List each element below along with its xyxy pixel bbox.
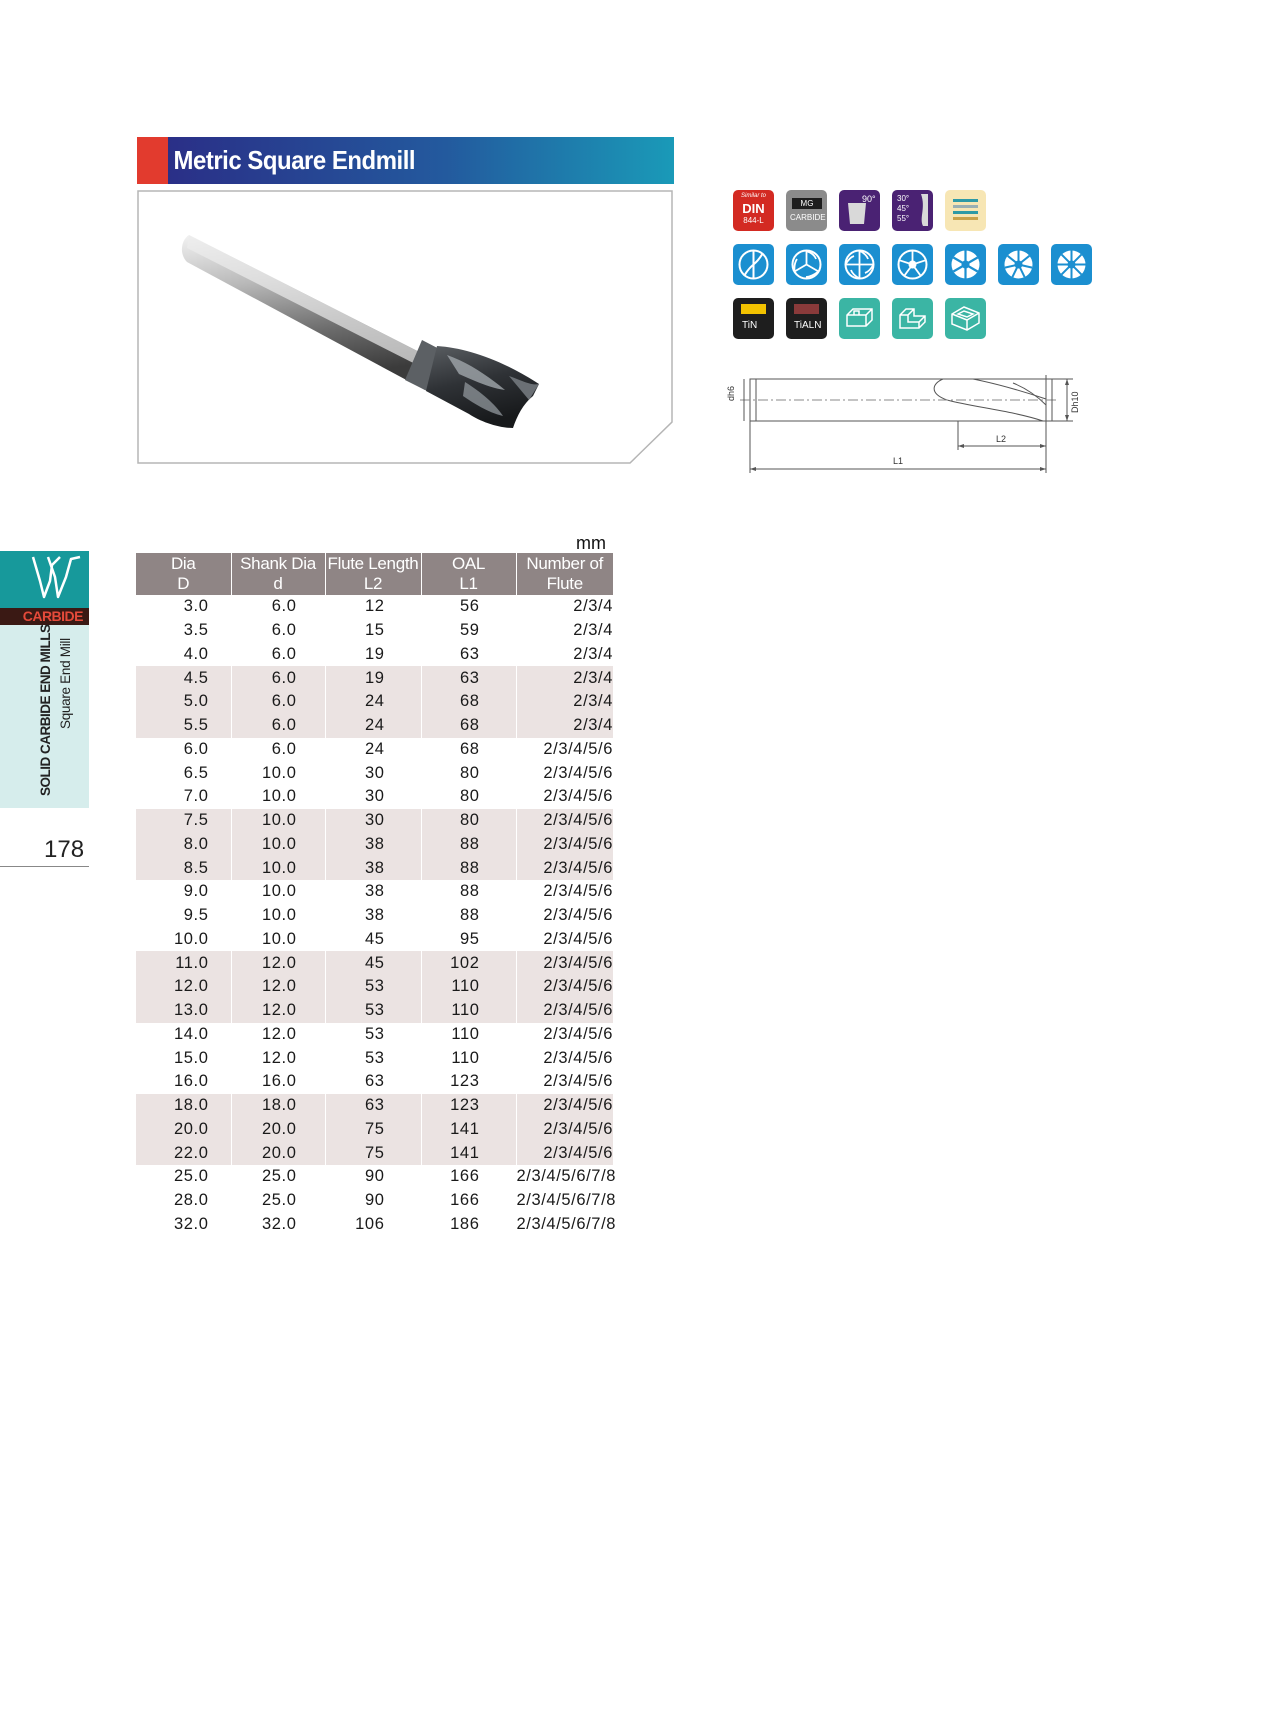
table-cell: 38 xyxy=(325,833,421,857)
table-cell: 88 xyxy=(421,833,516,857)
shank-dia-label: dh6 xyxy=(726,385,736,401)
table-cell: 2/3/4 xyxy=(516,690,613,714)
table-cell: 2/3/4 xyxy=(516,714,613,738)
6-flute-icon xyxy=(945,244,986,285)
table-row xyxy=(136,1023,613,1047)
table-cell: 2/3/4/5/6 xyxy=(543,1024,613,1043)
table-row xyxy=(136,809,613,833)
table-cell: 2/3/4/5/6 xyxy=(543,882,613,901)
table-cell: 10.0 xyxy=(231,880,325,904)
table-cell: 166 xyxy=(421,1165,516,1189)
section-title: SOLID CARBIDE END MILLS xyxy=(38,624,53,796)
table-cell: 45 xyxy=(325,951,421,975)
table-cell: 24 xyxy=(325,738,421,762)
table-cell: 186 xyxy=(421,1213,516,1237)
table-cell: 13.0 xyxy=(136,999,231,1023)
table-cell: 12.0 xyxy=(231,951,325,975)
table-cell: 110 xyxy=(421,999,516,1023)
table-cell: 110 xyxy=(421,1023,516,1047)
table-cell: 63 xyxy=(421,666,516,690)
table-cell: 2/3/4/5/6 xyxy=(543,1048,613,1067)
table-row xyxy=(136,904,613,928)
col-oal-header: OAL L1 xyxy=(421,553,516,595)
slotting-icon xyxy=(839,298,880,339)
table-cell: 75 xyxy=(325,1118,421,1142)
table-cell: 110 xyxy=(421,1046,516,1070)
table-cell: 25.0 xyxy=(231,1165,325,1189)
dimension-diagram xyxy=(713,355,1133,475)
table-cell: 6.0 xyxy=(231,738,325,762)
table-cell: 2/3/4/5/6 xyxy=(543,787,613,806)
table-row xyxy=(136,1141,613,1165)
section-subtitle: Square End Mill xyxy=(58,638,73,729)
table-cell: 63 xyxy=(421,643,516,667)
table-cell: 2/3/4/5/6 xyxy=(516,856,613,880)
table-cell: 16.0 xyxy=(231,1070,325,1094)
table-cell: 63 xyxy=(325,1070,421,1094)
table-cell: 2/3/4/5/6 xyxy=(543,929,613,948)
table-cell: 3.5 xyxy=(136,619,231,643)
table-cell: 2/3/4/5/6 xyxy=(516,999,613,1023)
table-cell: 28.0 xyxy=(136,1189,231,1213)
table-cell: 68 xyxy=(421,714,516,738)
table-cell: 53 xyxy=(325,1046,421,1070)
table-cell: 53 xyxy=(325,999,421,1023)
table-cell: 166 xyxy=(421,1189,516,1213)
table-cell: 2/3/4 xyxy=(516,666,613,690)
table-cell: 95 xyxy=(421,928,516,952)
table-cell: 90 xyxy=(325,1165,421,1189)
table-cell: 11.0 xyxy=(136,951,231,975)
table-row xyxy=(136,1046,613,1070)
table-cell: 10.0 xyxy=(231,785,325,809)
table-cell: 10.0 xyxy=(231,904,325,928)
table-cell: 123 xyxy=(421,1070,516,1094)
table-cell: 2/3/4/5/6/7/8 xyxy=(516,1214,617,1233)
table-cell: 4.5 xyxy=(136,666,231,690)
table-cell: 20.0 xyxy=(231,1118,325,1142)
table-cell: 75 xyxy=(325,1141,421,1165)
table-header-row xyxy=(136,553,613,595)
overall-length-label: L1 xyxy=(893,456,904,466)
table-cell: 18.0 xyxy=(136,1094,231,1118)
table-row xyxy=(136,785,613,809)
table-cell: 102 xyxy=(421,951,516,975)
table-row xyxy=(136,738,613,762)
table-cell: 6.0 xyxy=(231,666,325,690)
table-cell: 24 xyxy=(325,690,421,714)
angle-90-icon: 90° xyxy=(839,190,880,231)
table-cell: 30 xyxy=(325,809,421,833)
table-cell: 7.0 xyxy=(136,785,231,809)
table-cell: 59 xyxy=(421,619,516,643)
table-cell: 16.0 xyxy=(136,1070,231,1094)
table-cell: 2/3/4/5/6 xyxy=(516,809,613,833)
table-cell: 10.0 xyxy=(231,833,325,857)
table-row xyxy=(136,1118,613,1142)
col-flute-length-header: Flute Length L2 xyxy=(325,553,421,595)
table-cell: 80 xyxy=(421,809,516,833)
table-cell: 6.0 xyxy=(231,643,325,667)
table-cell: 2/3/4/5/6 xyxy=(543,763,613,782)
table-row xyxy=(136,643,613,667)
table-cell: 45 xyxy=(325,928,421,952)
table-cell: 53 xyxy=(325,975,421,999)
table-cell: 88 xyxy=(421,856,516,880)
table-row xyxy=(136,1070,613,1094)
table-cell: 2/3/4 xyxy=(573,621,613,640)
table-cell: 10.0 xyxy=(231,928,325,952)
table-cell: 6.0 xyxy=(136,738,231,762)
table-cell: 10.0 xyxy=(231,809,325,833)
table-cell: 12.0 xyxy=(231,1046,325,1070)
table-cell: 9.5 xyxy=(136,904,231,928)
table-cell: 15.0 xyxy=(136,1046,231,1070)
table-cell: 3.0 xyxy=(136,595,231,619)
table-cell: 88 xyxy=(421,880,516,904)
table-row xyxy=(136,1213,613,1237)
table-cell: 63 xyxy=(325,1094,421,1118)
table-cell: 8.5 xyxy=(136,856,231,880)
table-row xyxy=(136,928,613,952)
table-cell: 10.0 xyxy=(231,761,325,785)
table-cell: 12 xyxy=(325,595,421,619)
table-row xyxy=(136,1165,613,1189)
title-band xyxy=(168,137,674,184)
table-cell: 10.0 xyxy=(136,928,231,952)
table-cell: 6.0 xyxy=(231,619,325,643)
table-cell: 12.0 xyxy=(231,1023,325,1047)
flute-length-label: L2 xyxy=(996,434,1007,444)
table-cell: 38 xyxy=(325,904,421,928)
table-cell: 80 xyxy=(421,761,516,785)
table-row xyxy=(136,595,613,619)
table-row xyxy=(136,690,613,714)
table-cell: 6.0 xyxy=(231,714,325,738)
spec-table xyxy=(136,553,617,1236)
material-groups-icon xyxy=(945,190,986,231)
table-cell: 141 xyxy=(421,1141,516,1165)
table-row xyxy=(136,999,613,1023)
table-cell: 20.0 xyxy=(231,1141,325,1165)
table-cell: 19 xyxy=(325,643,421,667)
table-cell: 110 xyxy=(421,975,516,999)
table-row xyxy=(136,880,613,904)
table-row xyxy=(136,951,613,975)
table-cell: 9.0 xyxy=(136,880,231,904)
table-cell: 106 xyxy=(325,1213,421,1237)
4-flute-icon xyxy=(839,244,880,285)
cutting-dia-label: Dh10 xyxy=(1070,391,1080,413)
table-row xyxy=(136,714,613,738)
title-bar xyxy=(137,137,674,184)
table-cell: 2/3/4/5/6/7/8 xyxy=(516,1167,617,1186)
table-cell: 2/3/4/5/6/7/8 xyxy=(516,1191,617,1210)
table-row xyxy=(136,1094,613,1118)
col-dia-header: Dia D xyxy=(136,553,231,595)
table-cell: 8.0 xyxy=(136,833,231,857)
table-cell: 5.0 xyxy=(136,690,231,714)
table-cell: 2/3/4/5/6 xyxy=(516,1141,613,1165)
table-cell: 7.5 xyxy=(136,809,231,833)
table-cell: 30 xyxy=(325,761,421,785)
table-cell: 20.0 xyxy=(136,1118,231,1142)
table-cell: 12.0 xyxy=(136,975,231,999)
unit-label: mm xyxy=(576,533,606,553)
table-cell: 2/3/4 xyxy=(573,597,613,616)
table-cell: 24 xyxy=(325,714,421,738)
table-cell: 25.0 xyxy=(136,1165,231,1189)
table-cell: 22.0 xyxy=(136,1141,231,1165)
col-flutes-header: Number of Flute xyxy=(516,553,613,595)
table-row xyxy=(136,1189,613,1213)
table-cell: 12.0 xyxy=(231,975,325,999)
col-shank-dia-header: Shank Dia d xyxy=(231,553,325,595)
table-row xyxy=(136,666,613,690)
table-cell: 6.0 xyxy=(231,595,325,619)
tialn-coating-badge: TiALN xyxy=(786,298,827,339)
table-cell: 19 xyxy=(325,666,421,690)
table-row xyxy=(136,833,613,857)
table-cell: 32.0 xyxy=(231,1213,325,1237)
table-cell: 25.0 xyxy=(231,1189,325,1213)
section-tab xyxy=(0,551,89,808)
page-title: Metric Square Endmill xyxy=(173,145,416,175)
table-cell: 88 xyxy=(421,904,516,928)
table-cell: 141 xyxy=(421,1118,516,1142)
table-cell: 90 xyxy=(325,1189,421,1213)
side-milling-icon xyxy=(892,298,933,339)
table-cell: 56 xyxy=(421,595,516,619)
carbide-logo-label: CARBIDE xyxy=(0,608,89,625)
table-cell: 18.0 xyxy=(231,1094,325,1118)
table-row xyxy=(136,856,613,880)
table-cell: 38 xyxy=(325,856,421,880)
table-cell: 5.5 xyxy=(136,714,231,738)
7-flute-icon xyxy=(998,244,1039,285)
din-844l-badge: Similar to DIN 844-L xyxy=(733,190,774,231)
product-image xyxy=(137,190,673,464)
2-flute-icon xyxy=(733,244,774,285)
table-row xyxy=(136,761,613,785)
table-cell: 30 xyxy=(325,785,421,809)
5-flute-icon xyxy=(892,244,933,285)
table-cell: 123 xyxy=(421,1094,516,1118)
table-cell: 2/3/4 xyxy=(573,644,613,663)
table-cell: 68 xyxy=(421,690,516,714)
table-cell: 80 xyxy=(421,785,516,809)
table-cell: 4.0 xyxy=(136,643,231,667)
table-row xyxy=(136,619,613,643)
table-row xyxy=(136,975,613,999)
table-cell: 10.0 xyxy=(231,856,325,880)
table-cell: 32.0 xyxy=(136,1213,231,1237)
table-cell: 2/3/4/5/6 xyxy=(516,975,613,999)
title-accent xyxy=(137,137,168,184)
page-number-rule xyxy=(0,866,89,867)
helix-angle-icon: 30° 45° 55° xyxy=(892,190,933,231)
table-cell: 12.0 xyxy=(231,999,325,1023)
table-cell: 2/3/4/5/6 xyxy=(543,906,613,925)
table-cell: 2/3/4/5/6 xyxy=(543,1072,613,1091)
table-cell: 2/3/4/5/6 xyxy=(516,1118,613,1142)
table-cell: 53 xyxy=(325,1023,421,1047)
table-cell: 15 xyxy=(325,619,421,643)
table-cell: 2/3/4/5/6 xyxy=(516,951,613,975)
3-flute-icon xyxy=(786,244,827,285)
table-cell: 6.0 xyxy=(231,690,325,714)
tin-coating-badge: TiN xyxy=(733,298,774,339)
mg-carbide-badge: MG CARBIDE xyxy=(786,190,827,231)
table-cell: 2/3/4/5/6 xyxy=(543,739,613,758)
table-cell: 2/3/4/5/6 xyxy=(516,1094,613,1118)
table-cell: 68 xyxy=(421,738,516,762)
page-number: 178 xyxy=(44,836,85,863)
table-cell: 14.0 xyxy=(136,1023,231,1047)
table-cell: 6.5 xyxy=(136,761,231,785)
table-cell: 2/3/4/5/6 xyxy=(516,833,613,857)
pocketing-icon xyxy=(945,298,986,339)
table-cell: 38 xyxy=(325,880,421,904)
8-flute-icon xyxy=(1051,244,1092,285)
